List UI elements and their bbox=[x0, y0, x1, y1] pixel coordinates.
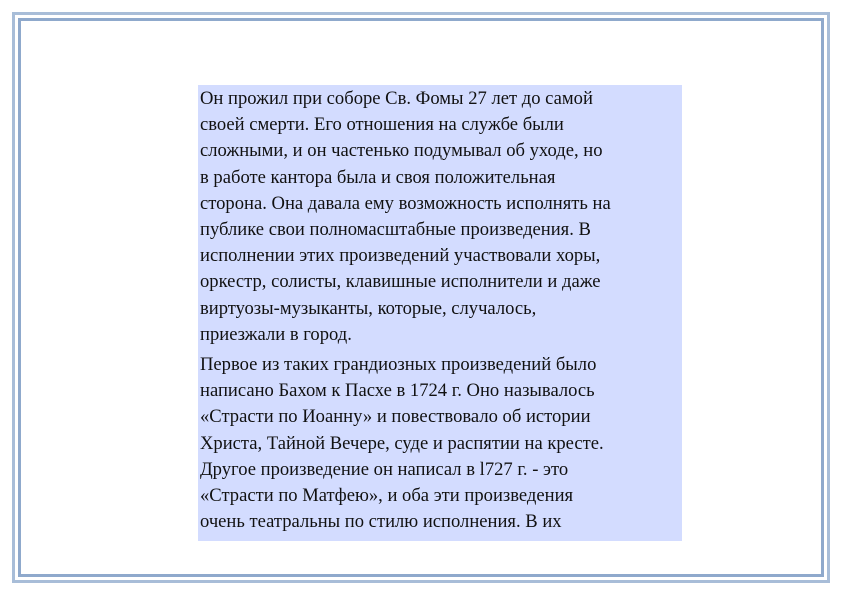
text-line: исполнении этих произведений участвовали хоры, bbox=[200, 245, 601, 267]
text-block bbox=[198, 85, 682, 541]
text-line: Первое из таких грандиозных произведений было bbox=[200, 354, 597, 376]
text-line: сложными, и он частенько подумывал об уходе, но bbox=[200, 140, 603, 162]
text-line: приезжали в город. bbox=[200, 323, 352, 345]
text-line: виртуозы-музыканты, которые, случалось, bbox=[200, 297, 537, 319]
text-line: публике свои полномасштабные произведения. В bbox=[200, 219, 591, 241]
paragraph-1 bbox=[200, 86, 680, 348]
text-line: своей смерти. Его отношения на службе были bbox=[200, 114, 564, 136]
text-line: Он прожил при соборе Св. Фомы 27 лет до самой bbox=[200, 88, 593, 109]
text-line: оркестр, солисты, клавишные исполнители и даже bbox=[200, 271, 601, 293]
text-line: очень театральны по стилю исполнения. В их bbox=[200, 511, 562, 533]
text-line: «Страсти по Иоанну» и повествовало об истории bbox=[200, 406, 591, 428]
text-line: Христа, Тайной Вечере, суде и распятии на кресте. bbox=[200, 432, 604, 454]
text-line: «Страсти по Матфею», и оба эти произведения bbox=[200, 485, 574, 507]
text-line: написано Бахом к Пасхе в 1724 г. Оно называлось bbox=[200, 380, 595, 402]
paragraph-2 bbox=[200, 352, 680, 535]
text-line: Другое произведение он написал в l727 г. - это bbox=[200, 458, 569, 480]
text-line: в работе кантора была и своя положительная bbox=[200, 166, 556, 188]
text-line: сторона. Она давала ему возможность исполнять на bbox=[200, 192, 611, 214]
